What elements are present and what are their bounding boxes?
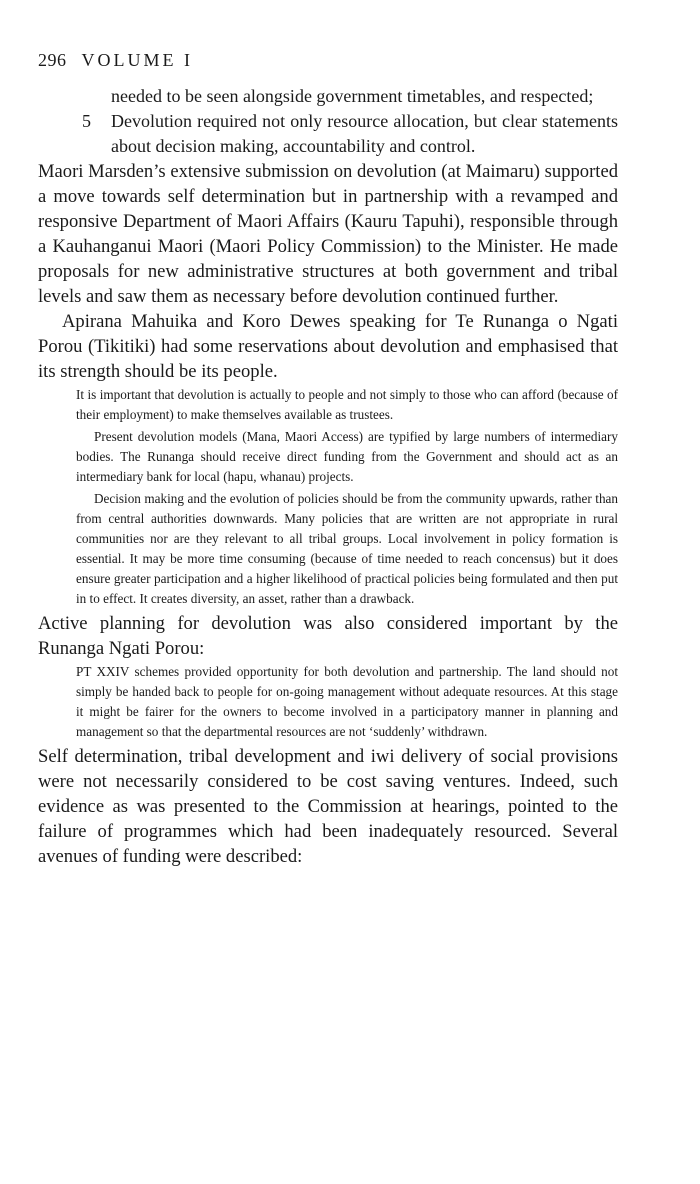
block-quote: It is important that devolution is actually to people and not simply to those who can afford (because of their employment) to make themselves available as trustees.: [76, 387, 618, 422]
paragraph-marsden: Maori Marsden’s extensive submission on devolution (at Maimaru) supported a move towards self determination but in partnership with a revamped and responsive Department of Maori Affairs (Kauru Tapuhi), responsible through a Kauhanganui Maori (Maori Policy Commission) to the Minister. He made proposals for new administrative structures at both government and tribal levels and saw them as necessary before devolution continued further.: [38, 161, 618, 307]
block-quote: Present devolution models (Mana, Maori Access) are typified by large numbers of intermediary bodies. The Runanga should receive direct funding from the Government and should act as an intermediary bank for local (hapu, whanau) projects.: [76, 429, 618, 484]
page-number: 296: [38, 50, 67, 70]
volume-label: VOLUME I: [81, 50, 193, 70]
running-header: [38, 50, 618, 84]
list-item-text: Devolution required not only resource allocation, but clear statements about decision making, accountability and control.: [111, 111, 618, 156]
list-item-number: 5: [82, 111, 91, 131]
block-quote: Decision making and the evolution of policies should be from the community upwards, rather than from central authorities downwards. Many policies that are written are not appropriate in rural communities nor are they relevant to all tribal groups. Local involvement in policy formation is essential. It may be more time consuming (because of time needed to reach concensus) but it does ensure greater participation and a higher likelihood of practical policies being formulated and then put in to effect. It creates diversity, an asset, rather than a drawback.: [76, 491, 618, 606]
list-item-5: [38, 109, 618, 159]
book-page: [38, 50, 618, 869]
list-item-text: needed to be seen alongside government timetables, and respected;: [111, 86, 594, 106]
block-quote: PT XXIV schemes provided opportunity for both devolution and partnership. The land should not simply be handed back to people for on-going management without adequate resources. At this stage it might be fairer for the owners to become involved in a participatory manner in planning and management so that the departmental resources are not ‘suddenly’ withdrawn.: [76, 664, 618, 739]
paragraph-self-determination: Self determination, tribal development and iwi delivery of social provisions were not necessarily considered to be cost saving ventures. Indeed, such evidence as was presented to the Commission at hearings, pointed to the failure of programmes which had been inadequately resourced. Several avenues of funding were described:: [38, 746, 618, 867]
list-item-continued: [38, 84, 618, 109]
paragraph-active-planning: Active planning for devolution was also considered important by the Runanga Ngati Porou:: [38, 613, 618, 659]
paragraph-mahuika-dewes: Apirana Mahuika and Koro Dewes speaking for Te Runanga o Ngati Porou (Tikitiki) had some reservations about devolution and emphasised that its strength should be its people.: [38, 311, 618, 382]
